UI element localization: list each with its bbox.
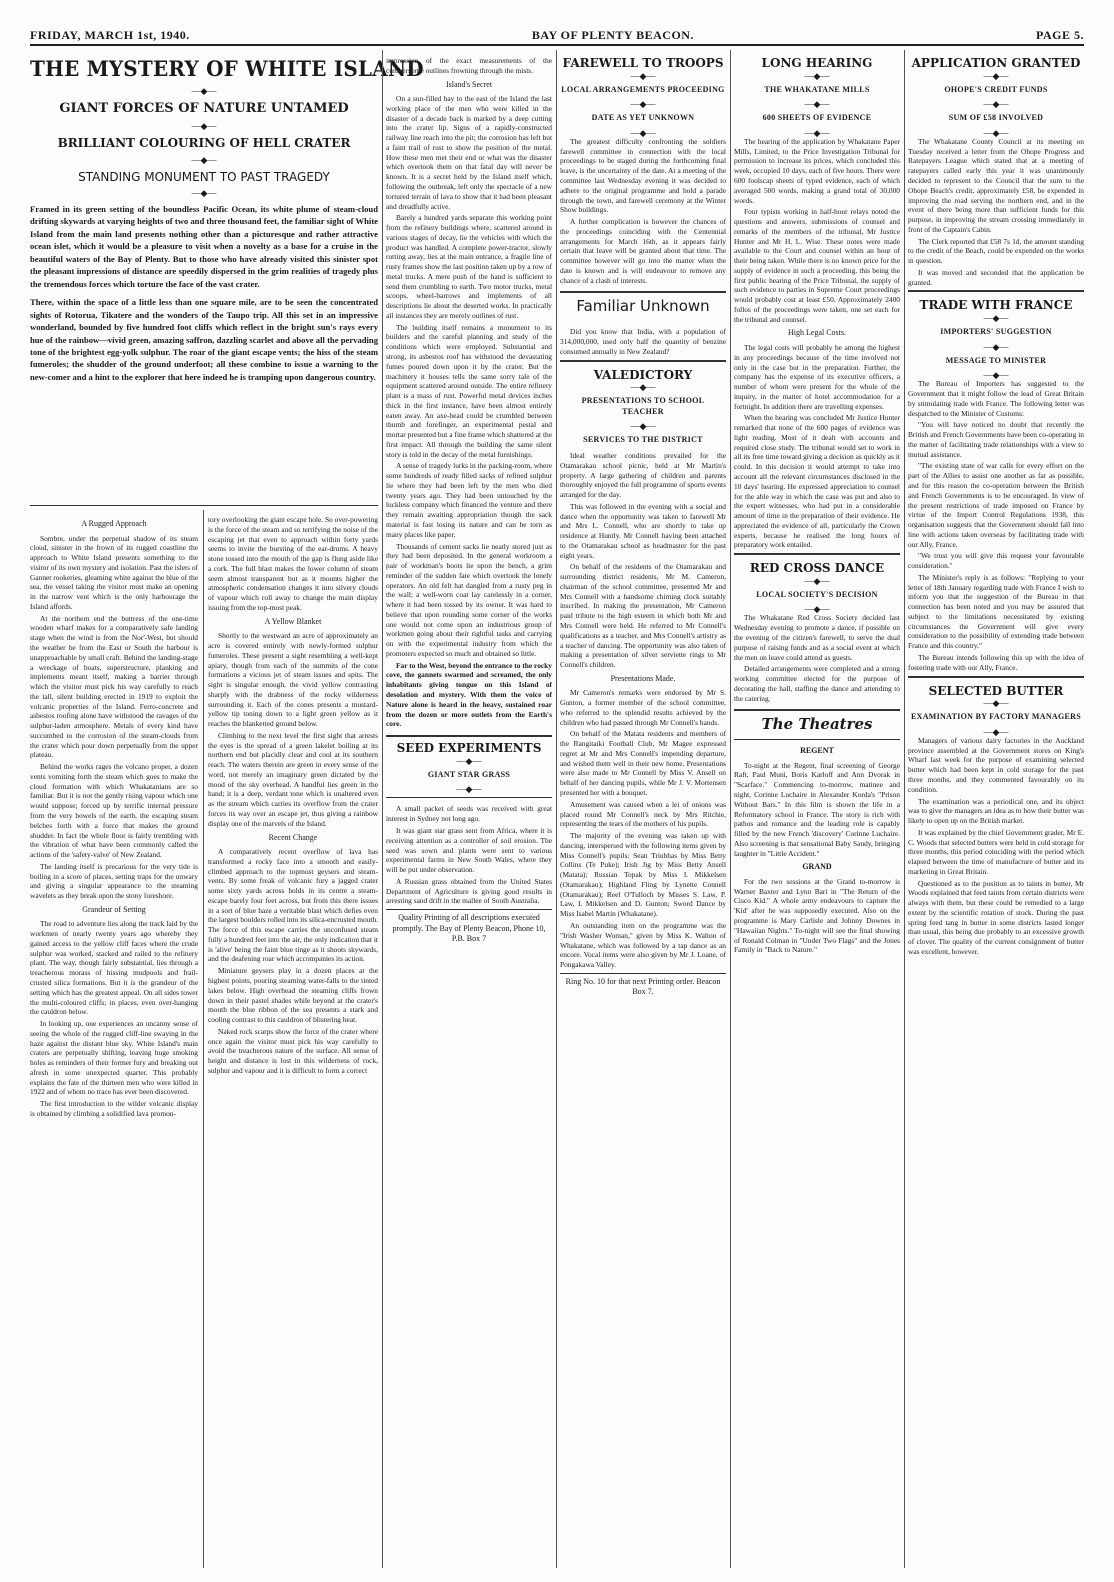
- article-paragraph: "You will have noticed no doubt that recently the British and French Governments have been co-operating in the matter of facilitating trade relationships with a view to mutual assistance.: [908, 420, 1084, 459]
- article-paragraph: Behind the works rages the volcano proper, a dozen vents vomiting forth the steam which goes to make the cloud formation with which Whakatanians are so familiar. But it is not the gently rising vapour which one would suppose; forced up by terrific internal pressure from the very bowels of the earth, the escaping steam belches forth with a force that makes the ground shudder. In fact the whole floor is fairly trembling with the vibration of what have been commonly called the actions of the 'safety-valve' of New Zealand.: [30, 762, 198, 860]
- divider: [560, 973, 726, 974]
- trade-deck-2: MESSAGE TO MINISTER: [945, 355, 1047, 365]
- white-island-header: [30, 56, 424, 486]
- theatres-box: [734, 709, 900, 740]
- seed-experiments-article: [386, 735, 552, 798]
- article-paragraph: The Whakatane County Council at its meeting on Tuesday received a letter from the Ohope Progress and Ratepayers League which stated that at a meeting of ratepayers called early this year it was unanimously decided to represent to the Council that the sum to the Ohope Beach's credit, approximately £58, be expended in improving the road serving the northern end, and in the event of there being more than sufficient funds for this purpose, in improving the stream crossing immediately in front of the Captain's Cabin.: [908, 136, 1084, 234]
- article-paragraph: It was giant star grass sent from Africa, where it is receiving attention as a controller of soil erosion. The seed was sown and plants were sent to various experimental farms in New South Wales, where they will be put under observation.: [386, 825, 552, 875]
- trade-title: TRADE WITH FRANCE: [919, 298, 1073, 313]
- redcross-deck: LOCAL SOCIETY'S DECISION: [756, 589, 878, 599]
- ornament: —◆—: [983, 698, 1009, 709]
- article-paragraph: The landing itself is precarious for the very tide is boiling in a score of places, setting traps for the unwary and giving a singular appearance to the steaming wavelets as they break upon the stony foreshore.: [30, 861, 198, 901]
- article-paragraph: The first introduction to the wilder volcanic display is obtained by climbing a solidified lava promon-: [30, 1099, 198, 1118]
- article-paragraph: The majority of the evening was taken up with dancing, interspersed with the following items given by Miss Connell's pupils: Sean Triubhas by Miss Betty Collins (Te Puke); Irish Jig by Miss Betty Ansell (Matata); Russian Topak by Miss I. Mikkelsen (Otamarakau); Highland Fling by Lynette Connell (Otamarakau); Reel O'Tulloch by Misses S. Law, P. Law, I. Mikkelsen and D. Gunton; Sword Dance by Miss Isabel Martin (Whakatane).: [560, 831, 726, 919]
- section-head-yellow-blanket: A Yellow Blanket: [264, 616, 322, 626]
- article-paragraph: impression of the exact measurements of the cumbersome outlines frowning through the mists.: [386, 56, 552, 75]
- article-paragraph: This was followed in the evening with a social and dance when the opportunity was taken to farewell Mr and Mrs L. Connell, who are shortly to take up residence at Huntly. Mr Connell having been attached to the Otamarakau school as headmaster for the past eight years.: [560, 501, 726, 560]
- ornament: —◆—: [983, 726, 1009, 737]
- hearing-deck-2: 600 SHEETS OF EVIDENCE: [762, 113, 872, 123]
- ornament: —◆—: [804, 127, 830, 138]
- article-paragraph: It was explained by the chief Government grader, Mr E. C. Woods that selected butters were held in cold storage for three months, this period coinciding with the period which elapsed between the time of manufacture of butter and its marketing in Great Britain.: [908, 827, 1084, 876]
- article-paragraph: Detailed arrangements were completed and a strong working committee elected for the purpose of decorating the hall, staffing the dance and attending to the catering.: [734, 664, 900, 703]
- article-paragraph: The hearing of the application by Whakatane Paper Mills, Limited, to the Price Investigation Tribunal for permission to increase its prices, which concluded this week, occupied 10 days, each of five hours. There were 600 foolscap sheets of typed evidence, each of which averaged 500 words, making a grand total of 30,000 words.: [734, 136, 900, 205]
- ornament: —◆—: [804, 575, 830, 586]
- familiar-title: Familiar Unknown: [576, 297, 710, 316]
- application-deck-2: SUM OF £58 INVOLVED: [948, 113, 1044, 123]
- valedictory-deck-2: SERVICES TO THE DISTRICT: [583, 435, 703, 445]
- article-paragraph: The examination was a periodical one, and its object was to give the managers an idea as to how their butter was likely to open up on the British market.: [908, 796, 1084, 826]
- article-paragraph: In looking up, one experiences an uncanny sense of seeing the whole of the rugged cliff-line swaying in the haze against the distant blue sky. White Island's main craters are perpetually shifting, leaving huge smoking holes as reminders of their former fury and breaking out afresh in some unexpected quarter. This probably explains the fate of the thirteen men who were killed in 1922 and of whom no trace has ever been discovered.: [30, 1019, 198, 1097]
- section-head-grandeur: Grandeur of Setting: [82, 904, 146, 914]
- printing-order-ad: Ring No. 10 for that next Printing order. Beacon Box 7.: [565, 976, 721, 997]
- article-paragraph: The Bureau of Importers has suggested to the Government that it might follow the lead of Great Britain by stimulating trade with France. The following letter was despatched to the Minister of Customs:: [908, 379, 1084, 418]
- masthead-rule: [30, 44, 1084, 46]
- column-rule: [904, 50, 905, 1568]
- article-paragraph: Thousands of cement sacks lie neatly stored just as they had been deposited. In the general workroom a pair of workman's boots lie upon the bench, a grim reminder of the sudden fate which overtook the lonely operators. An old felt hat dangled from a rusty peg in the wall; a well-worn coat lay carelessly in a corner, where it had been tossed by its owner. It was hard to believe that upon rounding some corner of the works one would not come upon an industrious group of workmen going about their rightful tasks and carrying on with the experimental industry from which the promoters expected so much and obtained so little.: [386, 541, 552, 658]
- ornament: —◆—: [191, 86, 217, 96]
- article-paragraph: The Bureau intends following this up with the idea of fostering trade with our Ally, France.: [908, 653, 1084, 672]
- issue-date: FRIDAY, MARCH 1st, 1940.: [30, 28, 190, 42]
- valedictory-deck-1: PRESENTATIONS TO SCHOOL TEACHER: [581, 396, 705, 416]
- ornament: —◆—: [983, 127, 1009, 138]
- column-rule: [556, 50, 557, 1568]
- valedictory-title: VALEDICTORY: [593, 367, 693, 382]
- theatres-title: The Theatres: [761, 715, 873, 734]
- seed-title: SEED EXPERIMENTS: [396, 741, 542, 756]
- lead-paragraph-2: There, within the space of a little less than one square mile, are to be seen the concentrated sights of Rotorua, Tikatere and the wonders of the Taupo trip. All this set in an impressive wonderland, bounded by five hundred foot cliffs which reflect in the bright sun's rays every hue of the rainbow—vivid green, amazing saffron, dazzling scarlet and above all the pervading tone of the brightest egg-yolk sulphur. The roar of the giant escape vents; the hiss of the steam fumeroles; the shudder of the ground underfoot; all these combine to issue a warning to the new-comer and a hint to the explorer that here indeed he is tramping upon dangerous country.: [30, 297, 378, 382]
- article-paragraph: Miniature geysers play in a dozen places at the highest points, pouring steaming water-falls to the tinted lakes below. High overhead the steaming cliffs frown down in their pastel shades while beyond at the crater's mouth the blue ribbon of the sea presents a stark and cooling contrast to this cauldron of blistering heat.: [208, 966, 378, 1025]
- section-head-presentations: Presentations Made.: [610, 673, 676, 683]
- ornament: —◆—: [630, 70, 656, 81]
- article-paragraph: A small packet of seeds was received with great interest in Sydney not long ago.: [386, 804, 552, 824]
- ornament: —◆—: [630, 127, 656, 138]
- page-number: PAGE 5.: [1036, 28, 1084, 42]
- seed-deck: GIANT STAR GRASS: [427, 769, 511, 779]
- article-paragraph: The Whakatane Red Cross Society decided last Wednesday evening to promote a dance, if possible on the evening of the citizen's farewell, to serve the dual purpose of raising funds and as a social event at which the men on leave could attend as guests.: [734, 613, 900, 662]
- ornament: —◆—: [630, 421, 656, 432]
- divider: [908, 290, 1084, 292]
- deck-brilliant-colouring: BRILLIANT COLOURING OF HELL CRATER: [57, 136, 351, 150]
- farewell-deck-2: DATE AS YET UNKNOWN: [591, 113, 695, 123]
- ornament: —◆—: [983, 99, 1009, 110]
- article-paragraph: Managers of various dairy factories in the Auckland province assembled at the Government stores on King's Wharf last week for the purpose of examining selected butter which had been kept in cold storage for the past three months, and they commented favourably on its condition.: [908, 735, 1084, 794]
- article-paragraph: A sense of tragedy lurks in the packing-room, where some hundreds of ready filled sacks of refined sulphur lie where they had been left by the men who died twenty years ago. They had been untouched by the luckless company which financed the venture and there they remain awaiting appropriation though the sack material is fast losing its nature and can be torn as many places like paper.: [386, 461, 552, 539]
- ornament: —◆—: [804, 99, 830, 110]
- paper-name: BAY OF PLENTY BEACON.: [531, 28, 694, 42]
- article-paragraph: For the two sessions at the Grand to-morrow is Warner Baxter and Lynn Bari in "The Return of the Cisco Kid." A whole army endeavours to capture the 'Kid' after he was supposedly executed. Also on the programme is Mary Carlisle and Johnny Downes in "Hawaiian Nights." To-night will see the final showing of Ronald Colman in "Under Two Flags" and the Jones Family in "Back to Nature.": [734, 876, 900, 955]
- redcross-title: RED CROSS DANCE: [749, 561, 885, 576]
- regent-head: REGENT: [800, 746, 834, 756]
- article-paragraph: Barely a hundred yards separate this working point from the refinery buildings where, scattered around in various stages of decay, lie the vehicles with which the product was handled. A complete power-tractor, slowly rotting away, lies at the main entrance, a fragile line of rusty frames show the last position taken up by a row of metal trucks. A mere push of the hand is sufficient to send them crumbling to earth. Two motor trucks, metal scoops, wheel-barrows and implements of all descriptions lie about the deserted works. In practically all instances they are merely outlines of rust.: [386, 213, 552, 320]
- column-rule: [203, 510, 204, 1568]
- ornament: —◆—: [983, 70, 1009, 81]
- article-paragraph: On a sun-filled bay to the east of the Island the last working place of the men who were killed in the disaster of a decade back is marked by a deep cutting into the crater lip. Signs of a rapidly-constructed railway line reach into the pit; the corrosion has left but a faint trail of rust to show the position of the metal. How these men met their end or what was the disaster which overtook them on that fatal day will never be known. It is a secret held by the Island itself which, following the outbreak, left only the spectacle of a new tortured terrain of lava to show that it had been pleasant and dreadfully active.: [386, 94, 552, 211]
- hearing-title: LONG HEARING: [761, 56, 873, 70]
- article-paragraph: Naked rock scarps show the force of the crater where once again the visitor must pick his way carefully to avoid the treacherous nature of the surface. All sense of height and distance is lost in this wilderness of rock, sulphur and vapour and it is difficult to form a correct: [208, 1026, 378, 1075]
- article-paragraph: It was moved and seconded that the application be granted.: [908, 267, 1084, 287]
- section-head-islands-secret: Island's Secret: [445, 79, 493, 89]
- article-paragraph: At the northern end the buttress of the one-time wooden wharf makes for a comparatively safe landing stage when the wind is from the Nor'-West, but should the weather be from the East or South the harbour is unapproachable by small craft. Behind the landing-stage a wreckage of boats, superstructure, planking and implements meant itself, making a barrier through which the visitor must pick his way carefully to reach the tall, silent building erected in 1919 to exploit the volcanic properties of the Island. Ferro-concrete and asbestos roofing alone have withstood the ravages of the sulphur-laden atmosphere. Metals of every kind have succumbed to the corrosion of the steam-clouds from the crater which pour down perpetually from the upper plateau.: [30, 613, 198, 760]
- section-head-recent-change: Recent Change: [268, 832, 318, 842]
- application-title: APPLICATION GRANTED: [911, 56, 1081, 70]
- article-paragraph: The greatest difficulty confronting the soldiers farewell committee in connection with the local proceedings to be staged during the forthcoming final leave, is the uncertainty of the date. At a meeting of the committee last Wednesday evening it was decided to adhere to the original programme and hold a parade through the town, and farewell ceremony at the Winter Show buildings.: [560, 136, 726, 215]
- column-3: [386, 56, 552, 1568]
- article-paragraph: tory overlooking the giant escape hole. So over-powering is the force of the steam and so terrifying the noise of the escaping jet that even to approach within forty yards seems to invite the bursting of the ear-drums. A heavy stone tossed into the mouth of the gap is flung aside like a cork. The full blast makes the lower column of steam seem almost transparent but as it mounts higher the atmospheric condensation changes it into silvery clouds of vapour which roll away to change the main display issuing from the top-most peak.: [208, 515, 378, 612]
- white-island-rule: [30, 505, 378, 506]
- article-paragraph: Sombre, under the perpetual shadow of its steam cloud, sinister in the frown of its rugged coastline the approach to White Island presents something to the visitor of its own mystery and isolation. Past the islets of Gannet rookeries, gleaming white against the blue of the sea, the vessel taking the visitor must make an opening in the narrow vent which is the only harbourage the Island affords.: [30, 533, 198, 611]
- article-paragraph: Four typists working in half-hour relays noted the questions and answers, submissions of counsel and remarks of the members of the tribunal, Mr Justice Hunter and Mr H. L. Wise. These notes were made available to the Court and counsel within an hour of their being taken. While there is no known price for the supply of evidence in such a proceeding, this being the first public hearing of the Price Tribunal, the supply of such evidence to parties in Supreme Court proceedings would probably cost at least £50. Approximately 2400 follos of the proceedings were taken, one set each for the tribunal and counsel.: [734, 207, 900, 324]
- ornament: —◆—: [191, 121, 217, 131]
- column-6: [908, 56, 1084, 1568]
- trade-deck-1: IMPORTERS' SUGGESTION: [940, 327, 1052, 337]
- article-paragraph: "We trust you will give this request your favourable consideration.": [908, 551, 1084, 571]
- ornament: —◆—: [191, 188, 217, 198]
- article-paragraph: The building itself remains a monument to its builders and the careful planning and study of the conditions which were employed. Substantial and strong, its asbestos roof has withstood the devastating fumes poured down upon it by the crater. But the machinery it houses tells the same sorry tale of the equipment scattered around outside. The entire refinery plant is a mass of rust. Powerful metal devices inches thick in the first instance, have been almost entirely eaten away. An axe-head could be crumbled between thumb and forefinger, an experimental pestal and mortar presented but a fine frame which shattered at the first impact. All through the building the same silent story is told in the decay of the metal furnishings.: [386, 322, 552, 459]
- section-head-rugged-approach: A Rugged Approach: [81, 519, 147, 528]
- hearing-deck-1: THE WHAKATANE MILLS: [764, 84, 870, 94]
- ornament: —◆—: [456, 755, 482, 766]
- article-paragraph: A Russian grass obtained from the United States Department of Agriculture is giving good results in arresting sand drift in the mallee of South Australia.: [386, 876, 552, 906]
- article-paragraph: A comparatively recent overflow of lava has transformed a rocky face into a smooth and easily-climbed approach to the topmost geysers and steam-vents. By some freak of volcanic fury a jagged crater some sixty yards across holds in its centre a steam-escape barely four feet across, but from this there issues in a sort of blue haze a veritable blast which defies even the largest boulders rolled into its silica-encrusted mouth. The force of this escape carries the unconfused steam fully a hundred feet into the air, the only indication that it is 'alive' being the faint blue tinge as it shoots skywards, and the deafening roar which accompanies its action.: [208, 847, 378, 964]
- article-paragraph: Far to the West, beyond the entrance to the rocky cove, the gannets swarmed and screamed, the only inhabitants giving tongue on this Island of desolation and mystery. With them the voice of Nature alone is heard in the heavy, sustained roar from the dozen or more outlets from the Earth's core.: [386, 660, 552, 729]
- masthead: [30, 28, 1084, 44]
- white-island-title: THE MYSTERY OF WHITE ISLAND: [30, 56, 424, 81]
- divider: [560, 360, 726, 362]
- ornament: —◆—: [804, 604, 830, 615]
- article-paragraph: Amusement was caused when a lei of onions was placed round Mr Connell's neck by Mrs Ritchie, representing the tears of the mothers of his pupils.: [560, 799, 726, 829]
- article-paragraph: The legal costs will probably be among the highest in any proceedings because of the time involved not only in the case but in the preparation. Further, the company has the expense of its executive officers, a number of whom were present for the whole of the inquiry, in the matter of hotel accommodation for a fortnight. In addition there are travelling expenses.: [734, 343, 900, 411]
- column-rule: [382, 50, 383, 1568]
- column-5: [734, 56, 900, 1568]
- article-paragraph: Shortly to the westward an acre of approximately an acre is covered entirely with newly-formed sulphur fumeroles. These present a sight resembling a well-kept apiary, though from each of the summits of the cone formations a vicious jet of steam issues and spits. The sight is singular enough, the vivid yellow contrasting sharply with the drabness of the rocky wilderness surrounding it. Each of the cones presents a mustard-yellow tip toning down to a light green yellow as it reaches the blanketted ground below.: [208, 631, 378, 729]
- article-paragraph: To-night at the Regent, final screening of George Raft, Paul Muni, Boris Karloff and Ann Dvorak in "Scarface." Commencing to-morrow, matinee and night, Corinne Luchaire in Alexander Korda's "Prison Without Bars." In this film is shown the life in a Reformatory school in France. The story is rich with pathos and romance and the leading role is capably filled by the new French 'discovery' Corinne Luchaire. Also screening is that sensational Baby Sandy, bringing laughter in "Little Accident.": [734, 760, 900, 858]
- ornament: —◆—: [630, 99, 656, 110]
- divider: [386, 909, 552, 910]
- article-paragraph: A further complication is however the chances of the proceedings coinciding with the Centennial arrangements for March 16th, as it appears fairly certain that leave will be granted about that time. The committee however will go into the matter when the date is known and is will endeavour to remove any chance of a clash of interests.: [560, 217, 726, 285]
- ornament: —◆—: [983, 370, 1009, 381]
- lead-paragraph-1: Framed in its green setting of the boundless Pacific Ocean, its white plume of steam-cloud drifting skywards at varying heights of two and three thousand feet, the familiar sight of White Island from the main land presents nothing other than a picturesque and rather attractive ocean islet, which it would be a pleasure to visit when a novelty as a base for a cruise in the beautiful waters of the Bay of Plenty. But to those who have already visited this sinister spot the pleasant impressions of distance are speedily dispersed in the grim realities of tragedy plus the tremendous forces which torture the face of the vast crater.: [30, 204, 378, 289]
- farewell-deck-1: LOCAL ARRANGEMENTS PROCEEDING: [561, 84, 725, 94]
- column-2: [208, 515, 378, 1568]
- article-paragraph: The road to adventure lies along the track laid by the workmen of nearly twenty years ago whereby they gained access to the yellow cliff faces where the crude sulphur was worked, stacked and railed to the refinery plant. The way, though fairly substantial, lies through a treacherous morass of hissing mudpools and frail-crusted silica formations. But it is the grandeur of the setting which has the greatest appeal. On all sides tower the multi-coloured cliffs; in places, even over-hanging the cauldron below.: [30, 919, 198, 1017]
- article-paragraph: Questioned as to the position as to taints in butter, Mr Woods explained that feed taints from certain districts were always with them, but these could be remedied to a large extent by the scientific rotation of stock. During the past spring feed tang in butter in some districts lasted longer than usual, this being due probably to an excessive growth of clover. The quality of the current consignment of butter was excellent, however.: [908, 878, 1084, 956]
- article-paragraph: Climbing to the next level the first sight that arrests the eyes is the spread of a green lakelet boiling at its northern end but placidly clear and cool at its southern reach. The waters therein are green in every sense of the word, not merely an imaginary green dictated by the mood of the sky overhead. A handful lies green in the hand; it is a deep, verdant tone which is unaltered even as the stream which carries its overflow from the crater forces its way over an escape jet, thus giving a rainbow display one of the marvels of the Island.: [208, 730, 378, 828]
- grand-head: GRAND: [802, 862, 832, 872]
- farewell-title: FAREWELL TO TROOPS: [562, 56, 724, 70]
- article-paragraph: "The existing state of war calls for every effort on the part of the Allies to assist one another as far as possible, and for this reason the co-operation between the British and French Governments is to be encouraged. In view of the present restrictions of trade imposed on France by virtue of the Import Control Regulations 1938, this organisation suggests that the Government should fall into line with actions taken overseas by facilitating trade with our Ally, France.: [908, 461, 1084, 549]
- article-paragraph: When the hearing was concluded Mr Justice Hunter remarked that none of the 600 pages of evidence was light reading. Most of it dealt with accounts and required close study. The tribunal would set to work in all its free time toward giving a decision as quickly as it could. In this decision it would attempt to take into account all the relevant circumstances disclosed in the 10 days' hearing. He expressed appreciation to counsel for the able way in which the case was put and also to the expert witnesses, who had put in a considerable amount of time in the preparation of their evidence. He appreciated the evidence of all, particularly the Crown experts, because he realised the long hours of preparatory work entailed.: [734, 413, 900, 550]
- article-paragraph: An outstanding item on the programme was the "Irish Washer Woman," given by Miss K. Walton of Whakatane, which was followed by a tap dance as an encore. Vocal items were also given by Mr J. Loane, of Pongakawa Valley.: [560, 920, 726, 970]
- column-rule: [730, 50, 731, 1568]
- section-head-legal-costs: High Legal Costs.: [788, 328, 846, 338]
- article-paragraph: Mr Cameron's remarks were endorsed by Mr S. Gunton, a former member of the school committee, who referred to the splendid results achieved by the children who had passed through Mr Connell's hands.: [560, 688, 726, 727]
- divider: [734, 553, 900, 555]
- application-deck-1: OHOPE'S CREDIT FUNDS: [944, 84, 1048, 94]
- article-paragraph: On behalf of the Matata residents and members of the Rangitaiki Football Club, Mr Magee expressed regret at Mr and Mrs Connell's impending departure, and wished them well in their new home. Presentations were also made to Mr Connell by Miss V. Ansell on behalf of her dancing pupils, while Mr J. V. Mortensen presented her with a bouquet.: [560, 729, 726, 798]
- divider: [908, 676, 1084, 678]
- butter-deck: EXAMINATION BY FACTORY MANAGERS: [911, 712, 1081, 722]
- familiar-unknown-box: [560, 291, 726, 321]
- article-paragraph: Ideal weather conditions prevailed for the Otamarakau school picnic, held at Mr Martin's property. A large gathering of children and parents thoroughly enjoyed the full programme of sports events arranged for the day.: [560, 450, 726, 500]
- ornament: —◆—: [983, 313, 1009, 324]
- ornament: —◆—: [630, 382, 656, 393]
- butter-title: SELECTED BUTTER: [928, 683, 1064, 698]
- article-paragraph: The Clerk reported that £58 7s 1d, the amount standing to the credit of the Beach, could be expended on the works in question.: [908, 236, 1084, 266]
- column-4: [560, 56, 726, 1568]
- column-1: [30, 515, 198, 1568]
- article-paragraph: On behalf of the residents of the Otamarakau and surrounding district residents, Mr M. Cameron, chairman of the school committee, presented Mr and Mrs Connell with a handsome chiming clock suitably inscribed. In making the presentation, Mr Cameron paid tribute to the high esteem in which both Mr and Mrs Connell were held. He referred to Mr Connell's qualifications as a teacher, and Mrs Connell's artistry as a teacher of dancing. The opportunity was also taken of making a presentation of silver serviette rings to Mr Connell's children.: [560, 562, 726, 670]
- deck-giant-forces: GIANT FORCES OF NATURE UNTAMED: [59, 101, 349, 116]
- deck-standing-monument: STANDING MONUMENT TO PAST TRAGEDY: [78, 170, 330, 184]
- ornament: —◆—: [191, 155, 217, 165]
- printing-ad: Quality Printing of all descriptions executed promptly. The Bay of Plenty Beacon, Phone 10, P.B. Box 7: [392, 913, 546, 944]
- article-paragraph: The Minister's reply is as follows: "Replying to your letter of 18th January regarding trade with France I wish to inform you that the suggestion of the Bureau in that connection has been noted and you may be assured that subject to the limitations necessitated by existing circumstances the Government will give every consideration to the possibility of extending trade between France and this country.": [908, 572, 1084, 651]
- ornament: —◆—: [804, 70, 830, 81]
- ornament: —◆—: [456, 784, 482, 795]
- ornament: —◆—: [983, 341, 1009, 352]
- article-paragraph: Did you know that India, with a population of 314,000,000, used only half the quantity of benzine consumed annually in New Zealand?: [560, 327, 726, 356]
